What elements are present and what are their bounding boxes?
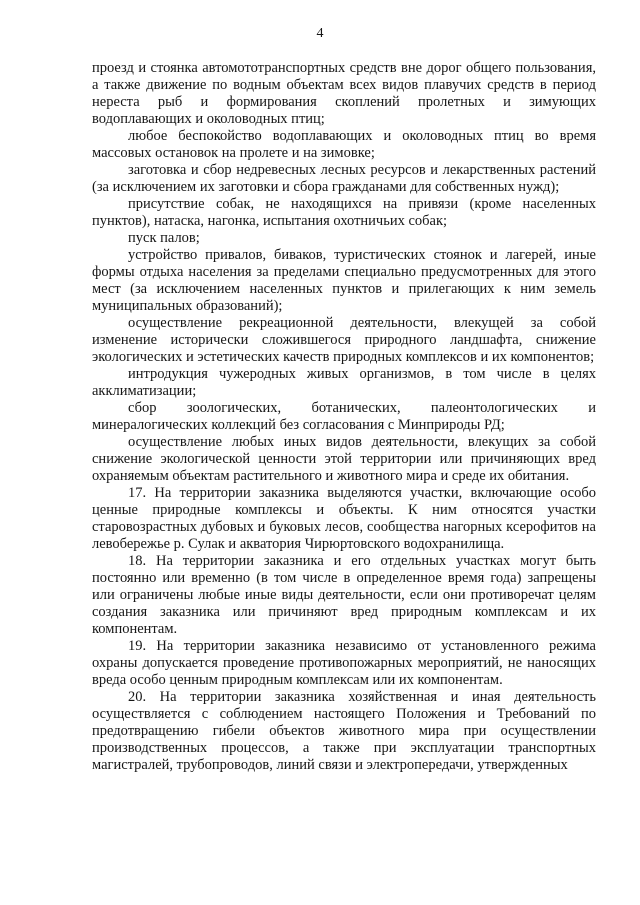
paragraph: присутствие собак, не находящихся на привязи (кроме населенных пунктов), натаска, нагонка, испытания охотничьих собак; — [92, 196, 596, 229]
paragraph: проезд и стоянка автомототранспортных средств вне дорог общего пользования, а также движение по водным объектам всех видов плавучих средств в период нереста рыб и формирования скоплений пролетных и зимующих водоплавающих и околоводных птиц; — [92, 60, 596, 127]
paragraph: заготовка и сбор недревесных лесных ресурсов и лекарственных растений (за исключением их заготовки и сбора гражданами для собственных нужд); — [92, 162, 596, 195]
paragraph: 19. На территории заказника независимо от установленного режима охраны допускается проведение противопожарных мероприятий, не наносящих вреда особо ценным природным комплексам или их компонентам. — [92, 638, 596, 688]
paragraph: пуск палов; — [128, 230, 200, 246]
paragraph: осуществление любых иных видов деятельности, влекущих за собой снижение экологической ценности этой территории или причиняющих вред охраняемым объектам растительного и животного мира и среде их обитания. — [92, 434, 596, 484]
paragraph: устройство привалов, биваков, туристических стоянок и лагерей, иные формы отдыха населения за пределами специально предусмотренных для этого мест (за исключением населенных пунктов и прилегающих к ним земель муниципальных образований); — [92, 247, 596, 314]
paragraph: интродукция чужеродных живых организмов, в том числе в целях акклиматизации; — [92, 366, 596, 399]
paragraph: 18. На территории заказника и его отдельных участках могут быть постоянно или временно (в том числе в определенное время года) запрещены или ограничены любые иные виды деятельности, если они противоречат целям создания заказника или причиняют вред природным комплексам и их компонентам. — [92, 553, 596, 637]
paragraph: осуществление рекреационной деятельности, влекущей за собой изменение исторически сложившегося природного ландшафта, снижение экологических и эстетических качеств природных комплексов и их компонентов; — [92, 315, 596, 365]
paragraph: сбор зоологических, ботанических, палеонтологических и минералогических коллекций без согласования с Минприроды РД; — [92, 400, 596, 433]
paragraph: 20. На территории заказника хозяйственная и иная деятельность осуществляется с соблюдением настоящего Положения и Требований по предотвращению гибели объектов животного мира при осуществлении производственных процессов, а также при эксплуатации транспортных магистралей, трубопроводов, линий связи и электропередачи, утвержденных — [92, 689, 596, 773]
paragraph: любое беспокойство водоплавающих и околоводных птиц во время массовых остановок на пролете и на зимовке; — [92, 128, 596, 161]
page-number: 4 — [316, 26, 324, 41]
document-body — [92, 60, 596, 774]
paragraph: 17. На территории заказника выделяются участки, включающие особо ценные природные комплексы и объекты. К ним относятся участки старовозрастных дубовых и буковых лесов, сообщества нагорных ксерофитов на левобережье р. Сулак и акватория Чирюртовского водохранилища. — [92, 485, 596, 552]
